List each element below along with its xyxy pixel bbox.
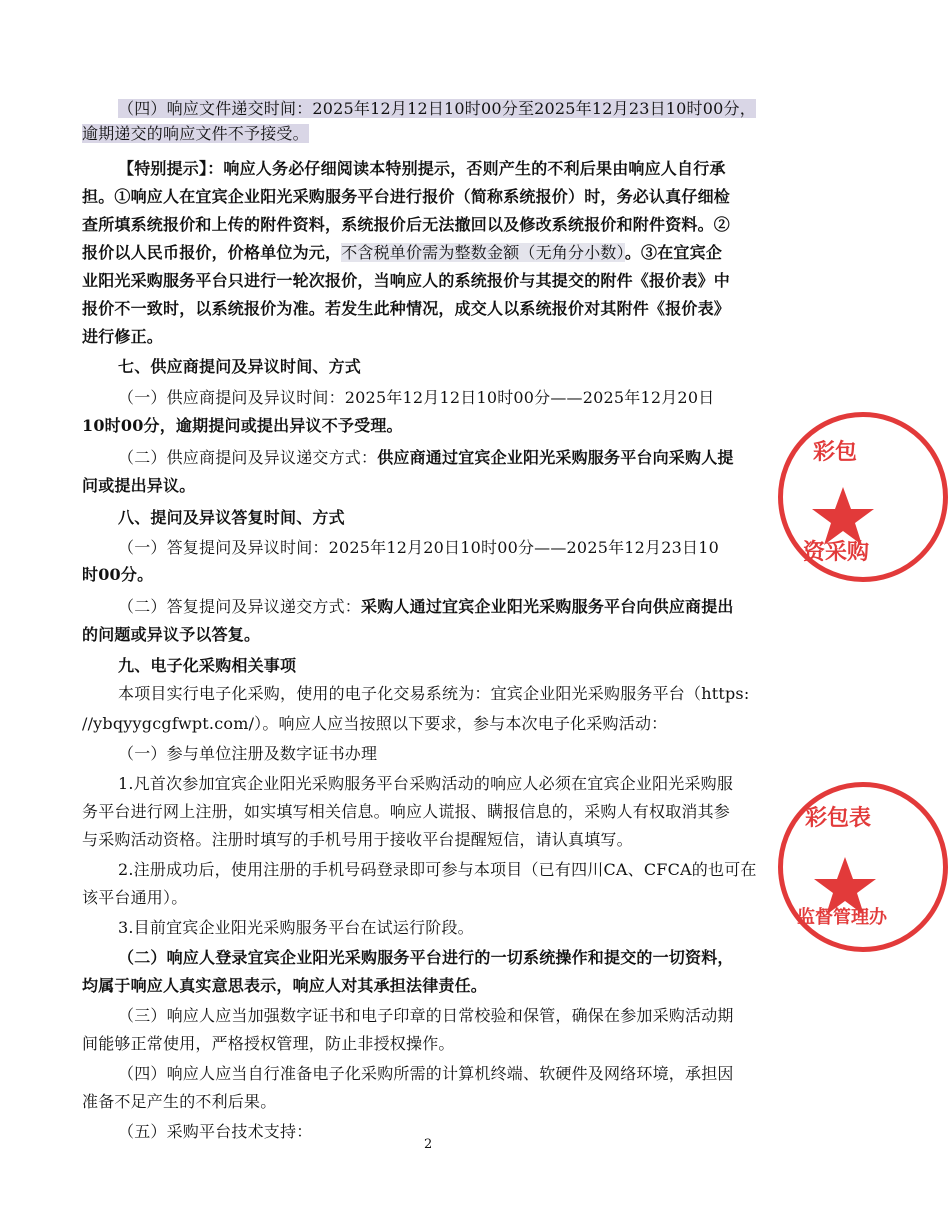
seal-text-bottom: 资采购	[803, 540, 870, 565]
text-line	[118, 742, 377, 766]
text-line	[82, 122, 309, 146]
text-run: （二）响应人登录宜宾企业阳光采购服务平台进行的一切系统操作和提交的一切资料，	[118, 948, 734, 967]
text-line	[82, 185, 730, 209]
text-line	[118, 858, 757, 882]
text-run: 担。①响应人在宜宾企业阳光采购服务平台进行报价（简称系统报价）时，务必认真仔细检	[82, 187, 731, 206]
text-line	[118, 1120, 312, 1144]
text-run: 务平台进行网上注册，如实填写相关信息。响应人谎报、瞒报信息的，采购人有权取消其参	[82, 802, 731, 821]
text-run: 时00分。	[82, 565, 154, 584]
text-run: 报价以人民币报价，价格单位为元，	[82, 243, 342, 262]
text-line	[82, 1090, 276, 1114]
text-run: （二）答复提问及异议递交方式：	[118, 597, 362, 616]
page-number: 2	[424, 1137, 433, 1152]
text-run: 2.注册成功后，使用注册的手机号码登录即可参与本项目（已有四川CA、CFCA的也可在	[118, 860, 757, 879]
text-line	[118, 97, 756, 121]
text-line	[82, 974, 487, 998]
text-line	[82, 563, 153, 587]
red-seal-stamp	[778, 412, 948, 582]
text-line	[82, 213, 730, 237]
text-run: 供应商通过宜宾企业阳光采购服务平台向采购人提	[377, 448, 734, 467]
text-line	[118, 446, 734, 470]
text-run: 报价不一致时，以系统报价为准。若发生此种情况，成交人以系统报价对其附件《报价表》	[82, 299, 731, 318]
text-line	[82, 828, 633, 852]
text-run: 进行修正。	[82, 327, 164, 346]
seal-text-top: 彩包表	[805, 806, 872, 831]
seal-text-bottom: 监督管理办	[797, 907, 887, 928]
text-run: 。③在宜宾企	[624, 243, 723, 262]
text-run: （一）供应商提问及异议时间：2025年12月12日10时00分——2025年12月20日	[118, 388, 715, 407]
text-line	[118, 682, 749, 706]
text-run: （四）响应人应当自行准备电子化采购所需的计算机终端、软硬件及网络环境，承担因	[118, 1064, 734, 1083]
text-line	[82, 712, 667, 736]
text-line	[82, 414, 403, 438]
text-run: （三）响应人应当加强数字证书和电子印章的日常校验和保管，确保在参加采购活动期	[118, 1006, 734, 1025]
seal-text-top: 彩包	[813, 440, 858, 465]
text-run: 与采购活动资格。注册时填写的手机号用于接收平台提醒短信，请认真填写。	[82, 830, 633, 849]
text-run: （一）答复提问及异议时间：2025年12月20日10时00分——2025年12月23日10	[118, 538, 719, 557]
text-line	[118, 506, 345, 530]
text-run: 七、供应商提问及异议时间、方式	[118, 357, 362, 376]
text-run: 间能够正常使用，严格授权管理，防止非授权操作。	[82, 1034, 455, 1053]
text-run: ：响应人务必仔细阅读本特别提示，否则产生的不利后果由响应人自行承	[207, 159, 726, 178]
text-run: 该平台通用）。	[82, 888, 188, 907]
text-run: 九、电子化采购相关事项	[118, 656, 297, 675]
text-run: 不含税单价需为整数金额（无角分小数）	[341, 243, 625, 262]
text-run: 准备不足产生的不利后果。	[82, 1092, 277, 1111]
text-run: （五）采购平台技术支持：	[118, 1122, 313, 1141]
text-line	[82, 886, 187, 910]
text-run: 业阳光采购服务平台只进行一轮次报价，当响应人的系统报价与其提交的附件《报价表》中	[82, 271, 731, 290]
red-seal-stamp	[778, 782, 948, 952]
text-run: //ybqyygcgfwpt.com/）。响应人应当按照以下要求，参与本次电子化采购活动：	[82, 714, 668, 733]
text-line	[118, 654, 296, 678]
text-run: 3.目前宜宾企业阳光采购服务平台在试运行阶段。	[118, 918, 474, 937]
text-line	[82, 800, 730, 824]
text-line	[118, 916, 474, 940]
text-run: 的问题或异议予以答复。	[82, 625, 261, 644]
text-run: 均属于响应人真实意思表示，响应人对其承担法律责任。	[82, 976, 488, 995]
text-line	[118, 946, 734, 970]
text-run: （二）供应商提问及异议递交方式：	[118, 448, 378, 467]
text-line	[82, 325, 163, 349]
text-line	[118, 536, 719, 560]
text-line	[118, 157, 726, 181]
text-line	[118, 386, 714, 410]
text-run: 本项目实行电子化采购，使用的电子化交易系统为：宜宾企业阳光采购服务平台（https:	[118, 684, 750, 703]
text-run: （一）参与单位注册及数字证书办理	[118, 744, 378, 763]
text-run: 逾期递交的响应文件不予接受。	[82, 124, 309, 143]
text-line	[118, 1062, 734, 1086]
text-run: 查所填系统报价和上传的附件资料，系统报价后无法撤回以及修改系统报价和附件资料。②	[82, 215, 731, 234]
text-line	[118, 772, 733, 796]
text-line	[82, 241, 722, 265]
text-run: 八、提问及异议答复时间、方式	[118, 508, 345, 527]
text-run: 采购人通过宜宾企业阳光采购服务平台向供应商提出	[361, 597, 734, 616]
text-line	[82, 474, 195, 498]
text-run: 【特别提示】	[118, 159, 208, 178]
text-line	[118, 355, 361, 379]
text-line	[118, 595, 734, 619]
text-line	[82, 269, 730, 293]
text-line	[118, 1004, 734, 1028]
text-run: 问或提出异议。	[82, 476, 196, 495]
text-line	[82, 297, 730, 321]
text-run: 1.凡首次参加宜宾企业阳光采购服务平台采购活动的响应人必须在宜宾企业阳光采购服	[118, 774, 734, 793]
text-line	[82, 1032, 455, 1056]
text-line	[82, 623, 260, 647]
text-run: 10时00分，逾期提问或提出异议不予受理。	[82, 416, 403, 435]
text-run: （四）响应文件递交时间：2025年12月12日10时00分至2025年12月23日10时00分，	[118, 99, 756, 118]
